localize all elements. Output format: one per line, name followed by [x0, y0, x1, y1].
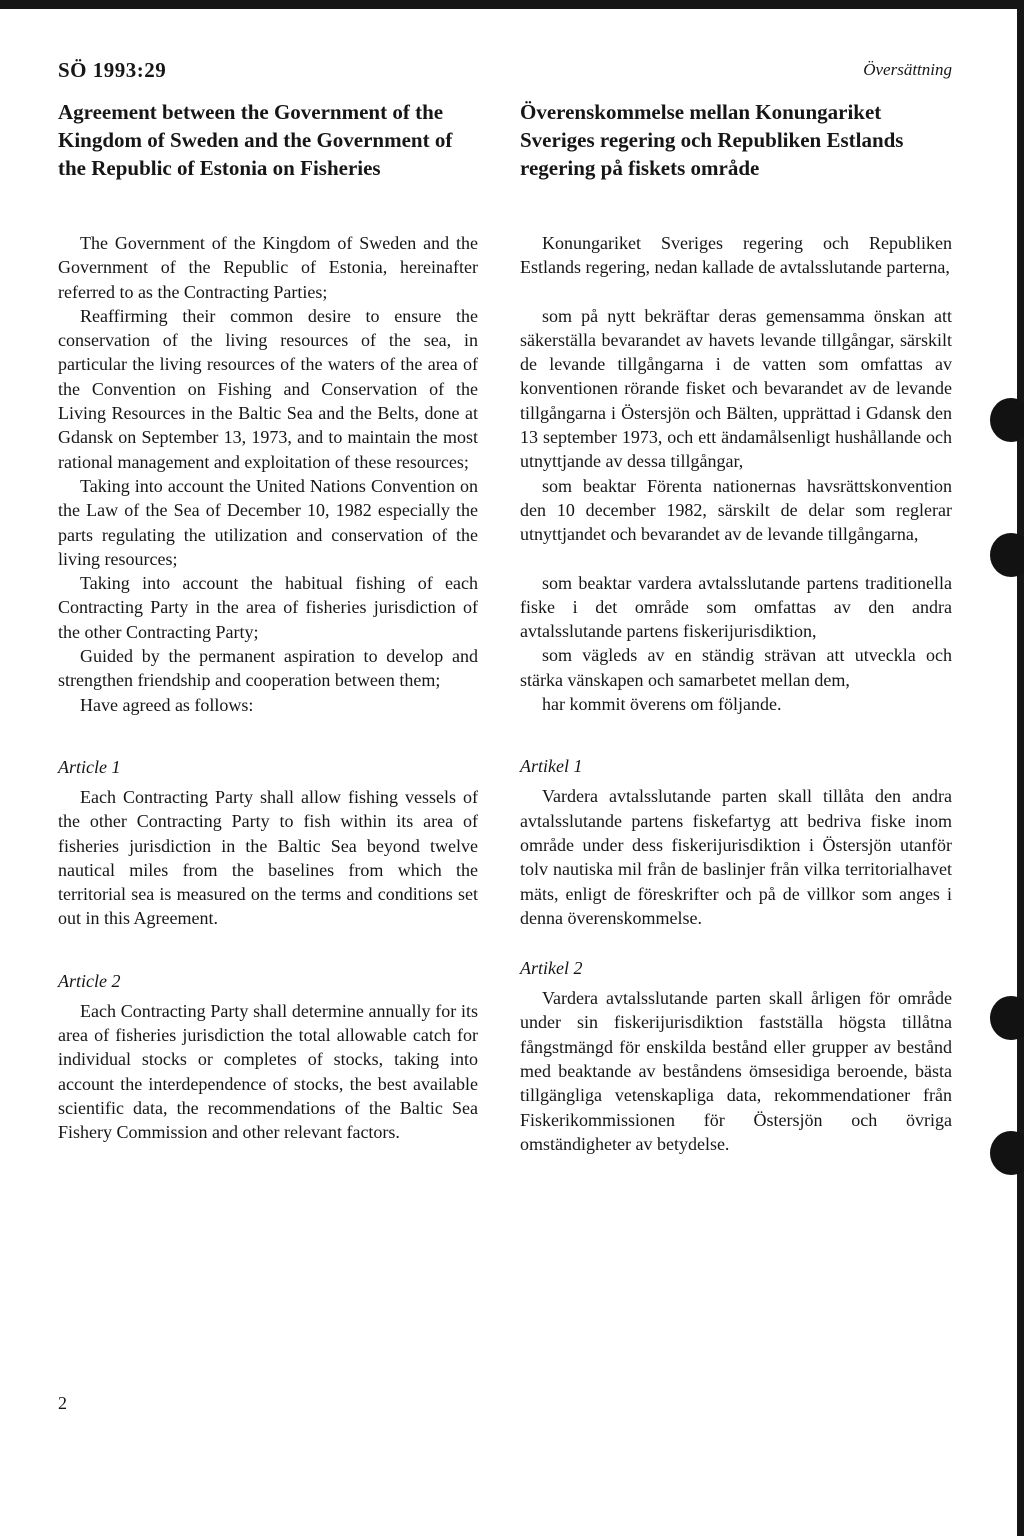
english-preamble-4: Taking into account the habitual fishing of each Contracting Party in the area of fisheries jurisdiction of the other Contracting Party; [58, 573, 478, 642]
spacer [520, 930, 952, 956]
swedish-title: Överenskommelse mellan Konungariket Sveriges regering och Republiken Estlands regering på fiskets område [520, 100, 904, 180]
spacer [58, 717, 478, 755]
swedish-preamble-2: som på nytt bekräftar deras gemensamma önskan att säkerställa bevarandet av havets levande tillgångar, särskilt de levande tillgångarna i de vatten som omfattas av konventionen rörande fisket och bevarandet av de levande tillgångarna i Östersjön och Bälten, upprättad i Gdansk den 13 september 1973, och ett ändamålsenligt hushållande och utnyttjande av dessa tillgångar, [520, 305, 952, 472]
translation-label: Översättning [863, 60, 952, 79]
english-preamble-6: Have agreed as follows: [80, 694, 254, 715]
spacer [520, 547, 952, 571]
spacer [520, 280, 952, 304]
english-header [58, 58, 478, 98]
english-preamble-1: The Government of the Kingdom of Sweden and the Government of the Republic of Estonia, hereinafter referred to as the Contracting Parties; [58, 233, 478, 302]
swedish-preamble-3: som beaktar Förenta nationernas havsrättskonvention den 10 december 1982, särskilt de delar som reglerar utnyttjandet och bevarandet av de levande tillgångarna, [520, 475, 952, 545]
swedish-preamble-1: Konungariket Sveriges regering och Republiken Estlands regering, nedan kallade de avtalsslutande parterna, [520, 233, 952, 278]
swedish-article-1-text: Vardera avtalsslutande parten skall tillåta den andra avtalsslutande partens fiskefartyg att bedriva fiske inom område under dess fiskerijurisdiktion i Östersjön utanför tolv nautiska mil från de baslinjer från vilka territorialhavet mäts, enligt de föreskrifter och på de villkor som anges i denna överenskommelse. [520, 786, 952, 928]
english-title: Agreement between the Government of the Kingdom of Sweden and the Government of the Republic of Estonia on Fisheries [58, 100, 453, 180]
scan-right-edge [1017, 0, 1024, 1536]
swedish-preamble-6: har kommit överens om följande. [542, 694, 782, 715]
english-article-2-title: Article 2 [58, 970, 121, 991]
swedish-header [520, 58, 952, 98]
swedish-preamble-4: som beaktar vardera avtalsslutande partens traditionella fiske i det område som omfattas av den andra avtalsslutande partens fiskerijurisdiktion, [520, 572, 952, 642]
swedish-article-2-text: Vardera avtalsslutande parten skall årligen för område under sin fiskerijurisdiktion fastställa högsta tillåtna fångstmängd för enskilda bestånd eller grupper av bestånd med beaktande av beståndens ömsesidiga beroende, bästa tillgängliga vetenskapliga data, rekommendationer från Fiskerikommissionen för Östersjön och övriga omständigheter av betydelse. [520, 988, 952, 1154]
scan-top-edge [0, 0, 1024, 9]
punch-hole-mark [990, 398, 1024, 442]
english-article-2-text: Each Contracting Party shall determine annually for its area of fisheries jurisdiction the total allowable catch for individual stocks or completes of stocks, taking into account the interdependence of stocks, the best available scientific data, the recommendations of the Baltic Sea Fishery Commission and other relevant factors. [58, 1000, 478, 1143]
punch-hole-mark [990, 996, 1024, 1040]
english-article-1-title: Article 1 [58, 756, 121, 777]
document-reference: SÖ 1993:29 [58, 58, 167, 82]
spacer [520, 716, 952, 754]
punch-hole-mark [990, 533, 1024, 577]
swedish-article-1-title: Artikel 1 [520, 756, 583, 777]
english-preamble-5: Guided by the permanent aspiration to develop and strengthen friendship and cooperation between them; [58, 646, 478, 691]
page-number: 2 [58, 1393, 67, 1413]
english-column [58, 58, 478, 1145]
spacer [58, 931, 478, 969]
swedish-preamble-5: som vägleds av en ständig strävan att utveckla och stärka vänskapen och samarbetet mellan dem, [520, 645, 952, 690]
english-article-1-text: Each Contracting Party shall allow fishing vessels of the other Contracting Party to fish within its area of fisheries jurisdiction in the Baltic Sea beyond twelve nautical miles from the baselines from which the territorial sea is measured on the terms and conditions set out in this Agreement. [58, 786, 478, 929]
punch-hole-mark [990, 1131, 1024, 1175]
english-preamble-3: Taking into account the United Nations Convention on the Law of the Sea of December 10, 1982 especially the parts regulating the utilization and conservation of the living resources; [58, 475, 478, 569]
swedish-article-2-title: Artikel 2 [520, 958, 583, 979]
swedish-title-block [520, 98, 952, 231]
english-title-block [58, 98, 478, 231]
swedish-column [520, 58, 952, 1156]
english-preamble-2: Reaffirming their common desire to ensure the conservation of the living resources of the sea, in particular the living resources of the waters of the area of the Convention on Fishing and Conservation of the Living Resources in the Baltic Sea and the Belts, done at Gdansk on September 13, 1973, and to maintain the most rational management and exploitation of these resources; [58, 305, 478, 472]
